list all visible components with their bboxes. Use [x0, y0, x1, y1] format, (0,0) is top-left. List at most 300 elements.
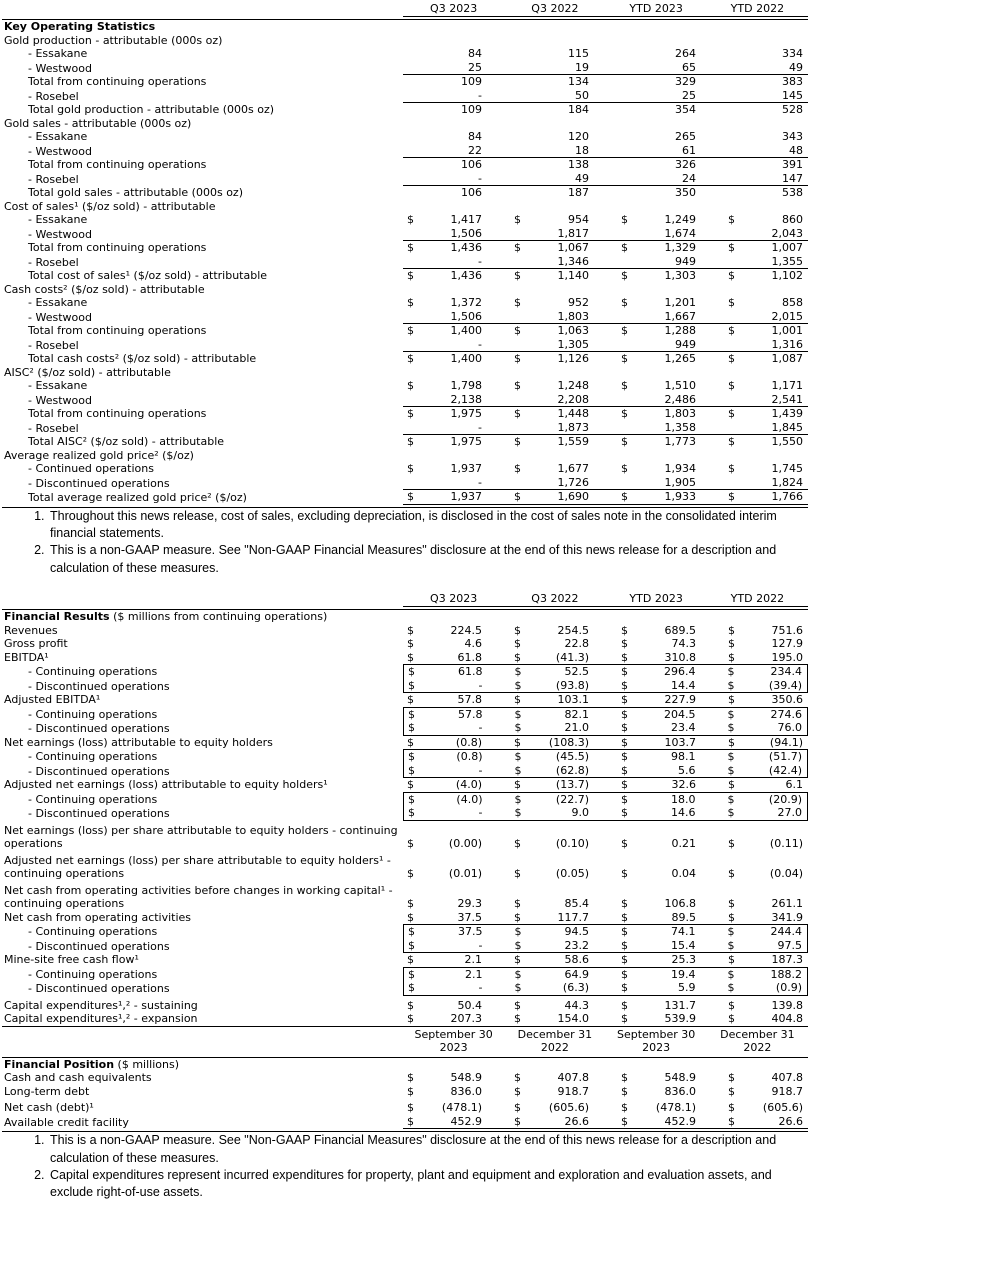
value-cell	[724, 939, 808, 953]
footnote-item: 2. Capital expenditures represent incurred expenditures for property, plant and equipment and exploration and evaluation assets, and exclude right-of-use assets.	[48, 1167, 792, 1202]
cell-value: 29.3	[457, 897, 482, 911]
cell-value: 0.04	[671, 867, 696, 881]
currency-symbol: $	[621, 707, 628, 721]
value-cell	[724, 897, 808, 911]
column-header: December 31 2022	[517, 1027, 593, 1054]
currency-symbol: $	[514, 897, 521, 911]
currency-symbol: $	[514, 490, 521, 503]
value-cell	[403, 1071, 510, 1085]
value-cell	[724, 1071, 808, 1085]
value-cell	[511, 793, 618, 807]
currency-symbol: $	[514, 953, 521, 967]
value-cell	[510, 476, 617, 490]
cell-value: 1,975	[450, 435, 482, 448]
row-label: Total average realized gold price² ($/oz)	[28, 491, 247, 504]
currency-symbol: $	[408, 721, 415, 735]
cell-value: 2,138	[450, 392, 482, 406]
currency-symbol: $	[514, 763, 522, 777]
row-label: - Westwood	[28, 61, 92, 75]
row-values	[403, 324, 808, 338]
value-cell	[617, 1071, 724, 1085]
cell-value: 1,975	[450, 407, 482, 420]
row-label: - Rosebel	[28, 338, 79, 352]
row-label: Net cash (debt)¹	[4, 1101, 94, 1115]
cell-value: 918.7	[771, 1084, 803, 1098]
value-cell	[724, 269, 808, 283]
cell-value: 261.1	[771, 897, 803, 911]
cell-value: 1,372	[450, 296, 482, 309]
table-row	[2, 144, 808, 159]
currency-symbol: $	[728, 837, 735, 851]
cell-value: 22.8	[564, 637, 589, 651]
row-label: Net earnings (loss) attributable to equity holders	[4, 735, 273, 749]
currency-symbol: $	[727, 763, 735, 777]
row-label: AISC² ($/oz sold) - attributable	[4, 365, 171, 379]
value-cell	[510, 421, 617, 435]
cell-value: 1,436	[450, 241, 482, 254]
cell-value: (0.05)	[555, 867, 589, 881]
row-values	[403, 693, 808, 707]
cell-value: 539.9	[664, 1012, 696, 1026]
cell-value: 326	[675, 158, 696, 171]
currency-symbol: $	[514, 623, 521, 637]
value-cell	[510, 269, 617, 283]
currency-symbol: $	[728, 867, 735, 881]
value-cell	[511, 764, 618, 778]
value-cell	[510, 352, 617, 366]
table-row	[2, 490, 808, 508]
cell-value: 24	[682, 171, 696, 185]
row-label: - Discontinued operations	[28, 939, 170, 953]
row-label: Gold sales - attributable (000s oz)	[4, 116, 192, 130]
cell-value: (42.4)	[768, 763, 802, 777]
currency-symbol: $	[514, 721, 522, 735]
row-values	[403, 624, 808, 638]
row-values	[403, 736, 808, 750]
row-values	[403, 806, 808, 821]
currency-symbol: $	[727, 678, 735, 692]
value-cell	[617, 651, 724, 665]
value-cell	[724, 324, 808, 338]
row-label: - Continued operations	[28, 462, 154, 475]
value-cell	[403, 47, 510, 61]
cell-value: 751.6	[771, 623, 803, 637]
cell-value: 82.1	[564, 707, 589, 721]
value-cell	[617, 75, 724, 89]
cell-value: 22	[468, 143, 482, 157]
value-cell	[510, 130, 617, 144]
cell-value: 49	[575, 171, 589, 185]
row-values	[403, 490, 808, 505]
currency-symbol: $	[621, 407, 628, 420]
currency-symbol: $	[728, 1012, 735, 1026]
value-cell	[403, 421, 510, 435]
currency-symbol: $	[621, 897, 628, 911]
value-cell	[617, 490, 724, 504]
currency-symbol: $	[514, 750, 522, 764]
cell-value: (41.3)	[555, 650, 589, 664]
currency-symbol: $	[728, 1071, 735, 1085]
row-values	[403, 338, 808, 353]
row-values	[403, 999, 808, 1013]
currency-symbol: $	[728, 778, 735, 792]
currency-symbol: $	[514, 352, 521, 365]
value-cell	[510, 172, 617, 186]
cell-value: (51.7)	[768, 750, 802, 764]
value-cell	[510, 911, 617, 925]
value-cell	[617, 1101, 724, 1115]
value-cell	[404, 793, 511, 807]
cell-value: -	[478, 254, 482, 268]
currency-symbol: $	[728, 213, 735, 226]
value-cell	[724, 679, 808, 693]
value-cell	[511, 939, 618, 953]
currency-symbol: $	[407, 693, 414, 707]
cell-value: 1,803	[557, 309, 589, 323]
table-row	[2, 421, 808, 436]
value-cell	[724, 213, 808, 227]
row-values	[403, 435, 808, 449]
value-cell	[617, 352, 724, 366]
cell-value: 310.8	[664, 650, 696, 664]
row-label: - Rosebel	[28, 421, 79, 435]
value-cell	[617, 897, 724, 911]
value-cell	[510, 651, 617, 665]
currency-symbol: $	[407, 778, 414, 792]
cell-value: 15.4	[671, 938, 696, 952]
cell-value: 131.7	[664, 998, 696, 1012]
currency-symbol: $	[407, 623, 414, 637]
cell-value: 5.9	[678, 981, 696, 995]
row-label: Total gold production - attributable (000s oz)	[28, 103, 275, 116]
cell-value: 254.5	[557, 623, 589, 637]
value-cell	[617, 1012, 724, 1026]
value-cell	[617, 296, 724, 310]
table-row	[2, 924, 808, 939]
currency-symbol: $	[514, 938, 522, 952]
cell-value: 404.8	[771, 1012, 803, 1026]
currency-symbol: $	[728, 1114, 735, 1128]
cell-value: 860	[782, 213, 803, 226]
header-label-spacer	[2, 1028, 403, 1055]
column-headers-quarterly-2	[2, 592, 808, 610]
cell-value: (4.0)	[455, 778, 482, 792]
currency-symbol: $	[407, 241, 414, 254]
cell-value: (108.3)	[548, 735, 589, 749]
value-cell	[404, 750, 511, 764]
row-label: - Essakane	[28, 213, 88, 226]
cell-value: 138	[568, 158, 589, 171]
table-row	[2, 393, 808, 408]
row-label: - Essakane	[28, 296, 88, 309]
cell-value: 383	[782, 75, 803, 88]
currency-symbol: $	[728, 953, 735, 967]
cell-value: (4.0)	[456, 792, 483, 806]
row-label: Adjusted net earnings (loss) per share attributable to equity holders¹ - continuing operations	[4, 853, 391, 881]
value-cell	[724, 624, 808, 638]
value-cell	[617, 721, 724, 735]
value-cell	[724, 379, 808, 393]
currency-symbol: $	[514, 1012, 521, 1026]
currency-symbol: $	[728, 352, 735, 365]
table-row	[2, 366, 808, 380]
value-cell	[724, 393, 808, 407]
cell-value: 341.9	[771, 910, 803, 924]
value-cell	[724, 764, 808, 778]
value-cell	[511, 806, 618, 820]
currency-symbol: $	[514, 967, 522, 981]
value-cell	[724, 407, 808, 421]
currency-symbol: $	[728, 735, 735, 749]
row-label: - Westwood	[28, 310, 92, 324]
currency-symbol: $	[514, 867, 521, 881]
cell-value: 954	[568, 213, 589, 226]
cell-value: 1,798	[450, 379, 482, 392]
cell-value: 147	[782, 171, 803, 185]
currency-symbol: $	[408, 707, 415, 721]
row-label: Long-term debt	[4, 1084, 90, 1098]
row-values	[403, 379, 808, 393]
value-cell	[617, 1115, 724, 1129]
currency-symbol: $	[514, 693, 521, 707]
cell-value: 1,126	[557, 352, 589, 365]
currency-symbol: $	[728, 324, 735, 337]
cell-value: 58.6	[564, 953, 589, 967]
currency-symbol: $	[514, 1101, 521, 1115]
table-row	[2, 884, 808, 911]
row-label: Gold production - attributable (000s oz)	[4, 33, 223, 47]
column-header: YTD 2022	[730, 592, 785, 606]
cell-value: -	[478, 171, 482, 185]
value-cell	[724, 296, 808, 310]
value-cell	[403, 435, 510, 449]
currency-symbol: $	[408, 665, 415, 679]
cell-value: 65	[682, 60, 696, 74]
row-values	[403, 707, 808, 722]
table-row	[2, 981, 808, 996]
value-cell	[617, 172, 724, 186]
header-label-spacer	[2, 2, 403, 17]
key-operating-statistics-body	[2, 20, 808, 508]
row-label: - Continuing operations	[28, 665, 158, 679]
cell-value: (605.6)	[548, 1101, 589, 1115]
value-cell	[724, 421, 808, 435]
currency-symbol: $	[407, 1114, 414, 1128]
value-cell	[724, 750, 808, 764]
cell-value: 74.1	[671, 925, 696, 939]
row-values	[403, 651, 808, 665]
cell-value: 858	[782, 296, 803, 309]
table-row	[2, 255, 808, 270]
value-cell	[403, 338, 510, 352]
currency-symbol: $	[728, 462, 735, 475]
value-cell	[403, 999, 510, 1013]
currency-symbol: $	[621, 296, 628, 309]
table-row	[2, 213, 808, 227]
table-row	[2, 103, 808, 117]
row-values	[403, 837, 808, 851]
currency-symbol: $	[407, 910, 414, 924]
value-cell	[403, 241, 510, 255]
row-label: - Westwood	[28, 227, 92, 241]
cell-value: 1,201	[664, 296, 696, 309]
currency-symbol: $	[621, 806, 628, 820]
row-values	[403, 749, 808, 764]
cell-value: 76.0	[777, 721, 802, 735]
value-cell	[511, 665, 618, 679]
table-row	[2, 75, 808, 89]
value-cell	[511, 925, 618, 939]
value-cell	[617, 953, 724, 967]
cell-value: 1,937	[450, 490, 482, 503]
value-cell	[510, 778, 617, 792]
cell-value: -	[478, 337, 482, 351]
value-cell	[510, 144, 617, 158]
cell-value: 1,937	[450, 462, 482, 475]
row-values	[403, 103, 808, 117]
value-cell	[510, 837, 617, 851]
cell-value: 548.9	[450, 1071, 482, 1085]
value-cell	[403, 837, 510, 851]
row-values	[403, 939, 808, 954]
cell-value: 1,436	[450, 269, 482, 282]
cell-value: 1,550	[771, 435, 803, 448]
cell-value: 2,486	[664, 392, 696, 406]
row-values	[403, 462, 808, 476]
header-columns	[403, 592, 808, 607]
table-row	[2, 707, 808, 722]
currency-symbol: $	[408, 750, 415, 764]
cell-value: 343	[782, 130, 803, 143]
currency-symbol: $	[728, 241, 735, 254]
cell-value: 139.8	[771, 998, 803, 1012]
value-cell	[724, 227, 808, 241]
row-label: Financial Position ($ millions)	[4, 1057, 179, 1071]
currency-symbol: $	[727, 967, 735, 981]
currency-symbol: $	[407, 897, 414, 911]
value-cell	[724, 130, 808, 144]
currency-symbol: $	[514, 910, 521, 924]
cell-value: (0.8)	[455, 735, 482, 749]
cell-value: 1,726	[557, 475, 589, 489]
value-cell	[510, 310, 617, 324]
table-row	[2, 721, 808, 736]
value-cell	[403, 736, 510, 750]
cell-value: 952	[568, 296, 589, 309]
currency-symbol: $	[621, 241, 628, 254]
currency-symbol: $	[728, 910, 735, 924]
cell-value: (0.04)	[769, 867, 803, 881]
cell-value: 1,303	[664, 269, 696, 282]
currency-symbol: $	[728, 407, 735, 420]
cell-value: 50	[575, 88, 589, 102]
currency-symbol: $	[621, 953, 628, 967]
value-cell	[724, 867, 808, 881]
currency-symbol: $	[514, 269, 521, 282]
value-cell	[724, 490, 808, 504]
row-values	[403, 953, 808, 967]
column-header: YTD 2022	[730, 2, 785, 15]
value-cell	[617, 47, 724, 61]
cell-value: (62.8)	[555, 763, 589, 777]
row-values	[403, 144, 808, 159]
value-cell	[724, 352, 808, 366]
cell-value: 1,745	[771, 462, 803, 475]
currency-symbol: $	[514, 213, 521, 226]
currency-symbol: $	[621, 435, 628, 448]
value-cell	[510, 897, 617, 911]
currency-symbol: $	[621, 735, 628, 749]
value-cell	[510, 75, 617, 89]
value-cell	[724, 837, 808, 851]
value-cell	[403, 953, 510, 967]
currency-symbol: $	[407, 1012, 414, 1026]
value-cell	[724, 462, 808, 476]
financial-position-body	[2, 1058, 808, 1133]
cell-value: 204.5	[664, 707, 696, 721]
row-values	[403, 255, 808, 270]
value-cell	[404, 925, 511, 939]
cell-value: -	[478, 678, 483, 692]
value-cell	[617, 61, 724, 75]
cell-value: 1,905	[664, 475, 696, 489]
cell-value: (94.1)	[769, 735, 803, 749]
currency-symbol: $	[407, 837, 414, 851]
cell-value: 61	[682, 143, 696, 157]
currency-symbol: $	[408, 763, 415, 777]
value-cell	[511, 968, 618, 982]
cell-value: 26.6	[564, 1114, 589, 1128]
value-cell	[403, 352, 510, 366]
value-cell	[724, 255, 808, 269]
column-header: YTD 2023	[629, 592, 683, 606]
value-cell	[617, 911, 724, 925]
value-cell	[404, 764, 511, 778]
cell-value: 18	[575, 143, 589, 157]
cell-value: 127.9	[771, 637, 803, 651]
currency-symbol: $	[728, 1101, 735, 1115]
row-values	[403, 89, 808, 104]
table-row	[2, 806, 808, 821]
cell-value: 64.9	[564, 967, 589, 981]
value-cell	[724, 1085, 808, 1099]
cell-value: 265	[675, 130, 696, 143]
cell-value: 109	[461, 75, 482, 88]
value-cell	[510, 407, 617, 421]
cell-value: 224.5	[450, 623, 482, 637]
cell-value: 528	[782, 103, 803, 116]
value-cell	[724, 778, 808, 792]
cell-value: 1,817	[557, 226, 589, 240]
value-cell	[510, 324, 617, 338]
value-cell	[510, 1085, 617, 1099]
value-cell	[724, 665, 808, 679]
value-cell	[617, 999, 724, 1013]
currency-symbol: $	[621, 269, 628, 282]
bottom-footnotes	[2, 1132, 1004, 1202]
value-cell	[404, 968, 511, 982]
table-row	[2, 1101, 808, 1115]
cell-value: 949	[675, 337, 696, 351]
value-cell	[403, 89, 510, 103]
value-cell	[724, 61, 808, 75]
cell-value: 207.3	[450, 1012, 482, 1026]
cell-value: 2.1	[464, 953, 482, 967]
cell-value: 103.7	[664, 735, 696, 749]
currency-symbol: $	[621, 750, 628, 764]
cell-value: 1,845	[771, 420, 803, 434]
cell-value: (0.00)	[448, 837, 482, 851]
